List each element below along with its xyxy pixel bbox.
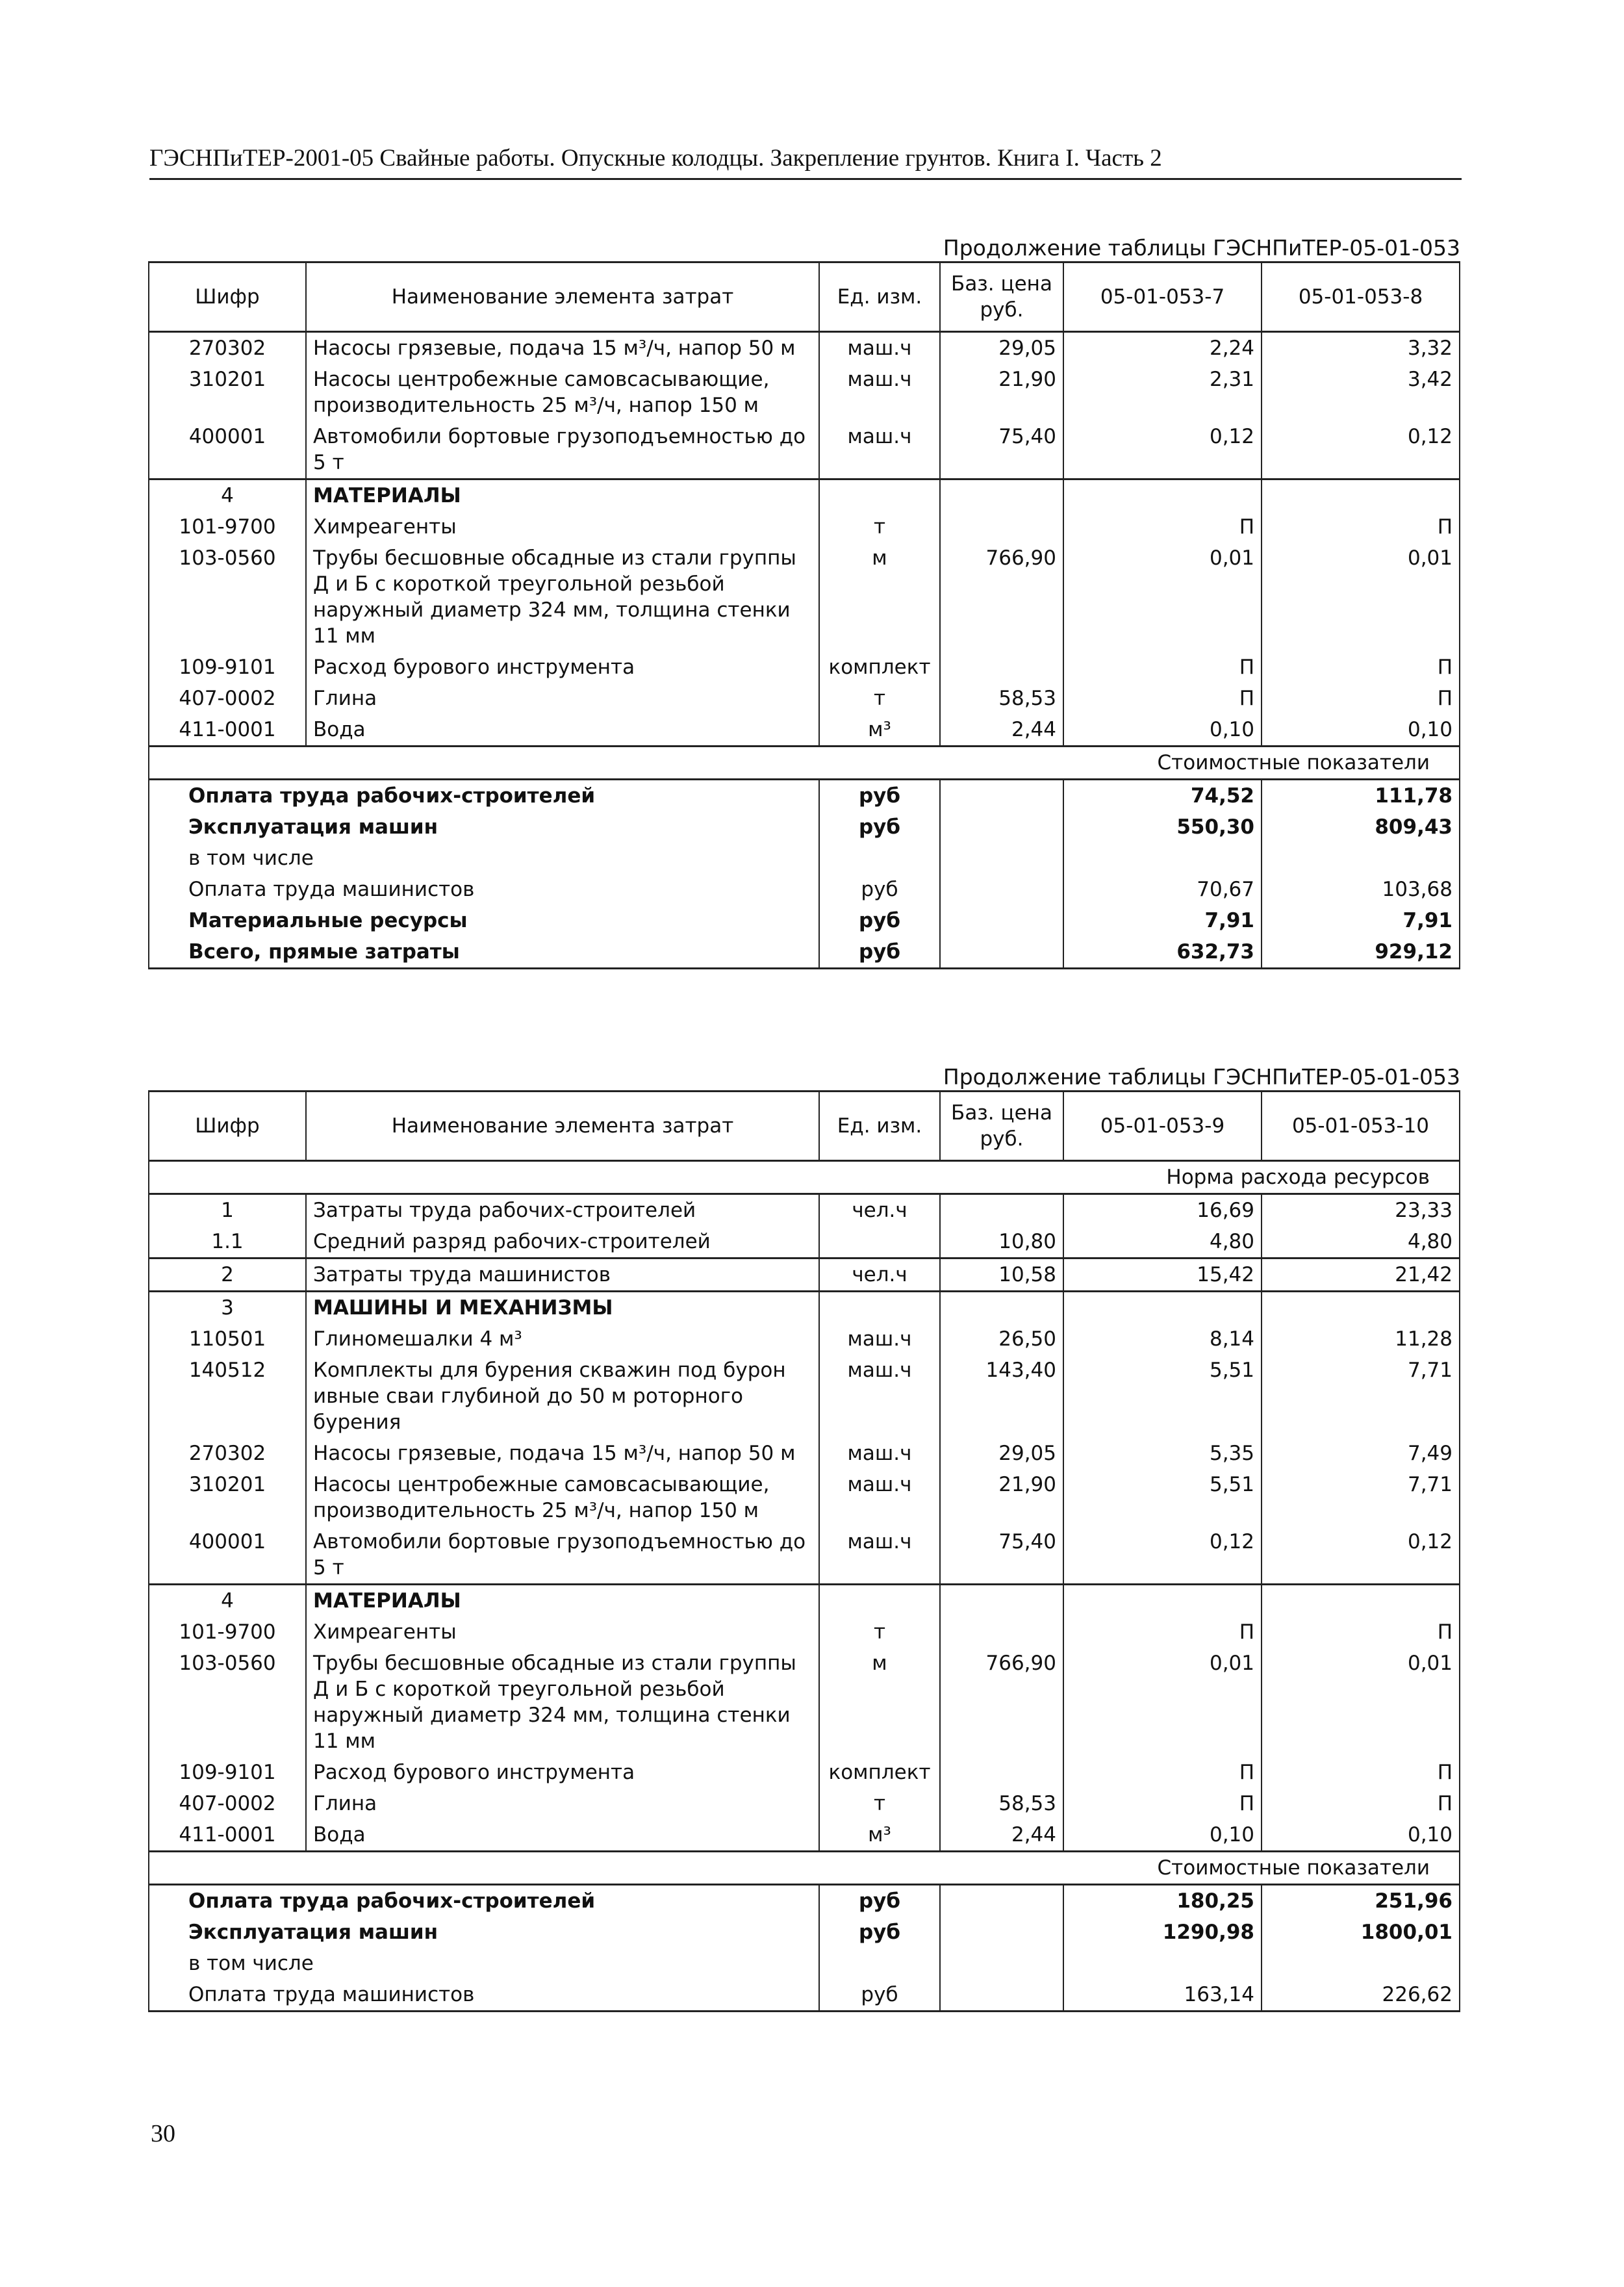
cost-blank xyxy=(940,936,1063,969)
row-price: 766,90 xyxy=(940,543,1063,652)
row-value-2: П xyxy=(1262,511,1460,543)
row-unit: м³ xyxy=(819,714,940,747)
row-name: Насосы грязевые, подача 15 м³/ч, напор 50 м xyxy=(306,1438,819,1469)
row-value-2: 0,10 xyxy=(1262,714,1460,747)
row-value-1: 15,42 xyxy=(1063,1258,1262,1292)
row-name: Вода xyxy=(306,714,819,747)
row-value-1: 2,31 xyxy=(1063,364,1262,421)
row-name: Средний разряд рабочих-строителей xyxy=(306,1226,819,1258)
cost-value-1: 632,73 xyxy=(1063,936,1262,969)
col-v2-header: 05-01-053-10 xyxy=(1262,1092,1460,1161)
row-code: 1.1 xyxy=(149,1226,306,1258)
row-price xyxy=(940,1194,1063,1227)
row-value-2: 0,01 xyxy=(1262,543,1460,652)
row-value-1: 0,10 xyxy=(1063,1819,1262,1852)
cost-band-label: Стоимостные показатели xyxy=(149,1852,1460,1885)
row-unit: маш.ч xyxy=(819,1438,940,1469)
cost-blank xyxy=(940,874,1063,905)
row-value-1: 2,24 xyxy=(1063,332,1262,364)
cost-row xyxy=(149,1917,1460,1948)
cost-value-2: 111,78 xyxy=(1262,780,1460,812)
page-number: 30 xyxy=(151,2120,175,2147)
col-unit-header: Ед. изм. xyxy=(819,262,940,332)
row-unit xyxy=(819,1292,940,1324)
row-unit: м xyxy=(819,1648,940,1757)
col-price-header: Баз. цена руб. xyxy=(940,262,1063,332)
row-unit xyxy=(819,1226,940,1258)
cost-name: в том числе xyxy=(149,843,819,874)
row-name: Автомобили бортовые грузоподъемностью до 5 т xyxy=(306,421,819,479)
row-value-1 xyxy=(1063,1292,1262,1324)
cost-unit: руб xyxy=(819,1885,940,1917)
row-value-1: 5,51 xyxy=(1063,1469,1262,1526)
row-value-2: П xyxy=(1262,1616,1460,1648)
row-code: 411-0001 xyxy=(149,714,306,747)
row-value-2: 11,28 xyxy=(1262,1323,1460,1355)
row-value-1: П xyxy=(1063,511,1262,543)
row-value-2 xyxy=(1262,1292,1460,1324)
row-name: Расход бурового инструмента xyxy=(306,652,819,683)
table-row xyxy=(149,1226,1460,1258)
cost-blank xyxy=(940,1917,1063,1948)
row-unit: маш.ч xyxy=(819,1469,940,1526)
row-value-2 xyxy=(1262,479,1460,512)
cost-blank xyxy=(940,1979,1063,2012)
cost-value-2: 226,62 xyxy=(1262,1979,1460,2012)
table1 xyxy=(148,261,1460,969)
cost-blank xyxy=(940,780,1063,812)
cost-band-label: Стоимостные показатели xyxy=(149,747,1460,780)
cost-row xyxy=(149,811,1460,843)
col-code-header: Шифр xyxy=(149,1092,306,1161)
row-value-2: 7,49 xyxy=(1262,1438,1460,1469)
table-row xyxy=(149,652,1460,683)
row-name: Автомобили бортовые грузоподъемностью до 5 т xyxy=(306,1526,819,1585)
col-v1-header: 05-01-053-9 xyxy=(1063,1092,1262,1161)
cost-name: Оплата труда рабочих-строителей xyxy=(149,1885,819,1917)
row-name: Глина xyxy=(306,683,819,714)
table-row xyxy=(149,479,1460,512)
cost-row xyxy=(149,780,1460,812)
row-price: 766,90 xyxy=(940,1648,1063,1757)
cost-value-2: 809,43 xyxy=(1262,811,1460,843)
table-row xyxy=(149,1469,1460,1526)
row-code: 407-0002 xyxy=(149,1788,306,1819)
cost-row xyxy=(149,874,1460,905)
cost-blank xyxy=(940,1885,1063,1917)
row-value-1: 5,35 xyxy=(1063,1438,1262,1469)
cost-unit: руб xyxy=(819,780,940,812)
row-unit: м xyxy=(819,543,940,652)
row-code: 2 xyxy=(149,1258,306,1292)
cost-unit xyxy=(819,843,940,874)
row-code: 3 xyxy=(149,1292,306,1324)
row-unit: маш.ч xyxy=(819,421,940,479)
row-value-2: 23,33 xyxy=(1262,1194,1460,1227)
col-v2-header: 05-01-053-8 xyxy=(1262,262,1460,332)
row-code: 110501 xyxy=(149,1323,306,1355)
row-price xyxy=(940,511,1063,543)
cost-unit: руб xyxy=(819,1979,940,2012)
row-value-1: 0,12 xyxy=(1063,1526,1262,1585)
row-code: 310201 xyxy=(149,364,306,421)
cost-unit: руб xyxy=(819,811,940,843)
row-name: Комплекты для бурения скважин под бурон ивные сваи глубиной до 50 м роторного бурения xyxy=(306,1355,819,1438)
cost-name: Эксплуатация машин xyxy=(149,1917,819,1948)
cost-row xyxy=(149,905,1460,936)
row-value-2: 21,42 xyxy=(1262,1258,1460,1292)
table-row xyxy=(149,1616,1460,1648)
cost-value-1: 7,91 xyxy=(1063,905,1262,936)
row-price: 10,58 xyxy=(940,1258,1063,1292)
row-value-1: П xyxy=(1063,1757,1262,1788)
row-value-2: 0,10 xyxy=(1262,1819,1460,1852)
row-name: Расход бурового инструмента xyxy=(306,1757,819,1788)
row-value-1 xyxy=(1063,479,1262,512)
row-code: 270302 xyxy=(149,1438,306,1469)
cost-blank xyxy=(940,1948,1063,1979)
row-price: 21,90 xyxy=(940,1469,1063,1526)
row-unit: комплект xyxy=(819,1757,940,1788)
row-code: 103-0560 xyxy=(149,1648,306,1757)
cost-value-1 xyxy=(1063,1948,1262,1979)
row-name: Насосы грязевые, подача 15 м³/ч, напор 50 м xyxy=(306,332,819,364)
row-unit: маш.ч xyxy=(819,1526,940,1585)
cost-value-2 xyxy=(1262,1948,1460,1979)
table2-caption: Продолжение таблицы ГЭСНПиТЕР-05-01-053 xyxy=(943,1064,1460,1090)
row-code: 101-9700 xyxy=(149,511,306,543)
row-unit: комплект xyxy=(819,652,940,683)
row-name: Трубы бесшовные обсадные из стали группы Д и Б с короткой треугольной резьбой наружный диаметр 324 мм, толщина стенки 11 мм xyxy=(306,543,819,652)
cost-unit: руб xyxy=(819,936,940,969)
cost-value-1: 180,25 xyxy=(1063,1885,1262,1917)
cost-value-2: 251,96 xyxy=(1262,1885,1460,1917)
cost-band xyxy=(149,747,1460,780)
cost-name: Материальные ресурсы xyxy=(149,905,819,936)
row-value-1: 0,10 xyxy=(1063,714,1262,747)
row-name: Затраты труда машинистов xyxy=(306,1258,819,1292)
table2 xyxy=(148,1090,1460,2012)
row-unit: маш.ч xyxy=(819,332,940,364)
table-row xyxy=(149,1258,1460,1292)
cost-blank xyxy=(940,905,1063,936)
row-price: 143,40 xyxy=(940,1355,1063,1438)
row-name: Глина xyxy=(306,1788,819,1819)
row-value-2: 7,71 xyxy=(1262,1355,1460,1438)
table-row xyxy=(149,1757,1460,1788)
row-price xyxy=(940,1292,1063,1324)
row-name: Затраты труда рабочих-строителей xyxy=(306,1194,819,1227)
row-value-1: 0,01 xyxy=(1063,1648,1262,1757)
cost-value-2 xyxy=(1262,843,1460,874)
row-price: 58,53 xyxy=(940,1788,1063,1819)
row-value-1: 16,69 xyxy=(1063,1194,1262,1227)
cost-blank xyxy=(940,843,1063,874)
row-unit: чел.ч xyxy=(819,1194,940,1227)
norm-band xyxy=(149,1161,1460,1194)
row-code: 101-9700 xyxy=(149,1616,306,1648)
row-price: 29,05 xyxy=(940,1438,1063,1469)
table-row xyxy=(149,1323,1460,1355)
row-unit: маш.ч xyxy=(819,1355,940,1438)
row-price xyxy=(940,1585,1063,1617)
cost-row xyxy=(149,1979,1460,2012)
row-unit xyxy=(819,1585,940,1617)
cost-value-2: 1800,01 xyxy=(1262,1917,1460,1948)
row-value-2: П xyxy=(1262,1788,1460,1819)
row-name: Вода xyxy=(306,1819,819,1852)
cost-value-2: 7,91 xyxy=(1262,905,1460,936)
row-unit: чел.ч xyxy=(819,1258,940,1292)
row-unit: маш.ч xyxy=(819,1323,940,1355)
table-row xyxy=(149,1526,1460,1585)
row-price xyxy=(940,652,1063,683)
cost-value-2: 929,12 xyxy=(1262,936,1460,969)
row-name: Химреагенты xyxy=(306,511,819,543)
row-code: 109-9101 xyxy=(149,1757,306,1788)
cost-name: Эксплуатация машин xyxy=(149,811,819,843)
row-value-1: 0,01 xyxy=(1063,543,1262,652)
cost-name: Оплата труда машинистов xyxy=(149,1979,819,2012)
cost-blank xyxy=(940,811,1063,843)
row-code: 407-0002 xyxy=(149,683,306,714)
table-row xyxy=(149,1438,1460,1469)
row-unit: т xyxy=(819,1788,940,1819)
row-code: 1 xyxy=(149,1194,306,1227)
row-code: 4 xyxy=(149,1585,306,1617)
row-value-2: 7,71 xyxy=(1262,1469,1460,1526)
table-row xyxy=(149,1819,1460,1852)
table-row xyxy=(149,1788,1460,1819)
row-price: 2,44 xyxy=(940,1819,1063,1852)
row-price xyxy=(940,479,1063,512)
cost-name: Всего, прямые затраты xyxy=(149,936,819,969)
row-name: Трубы бесшовные обсадные из стали группы Д и Б с короткой треугольной резьбой наружный диаметр 324 мм, толщина стенки 11 мм xyxy=(306,1648,819,1757)
row-price: 75,40 xyxy=(940,1526,1063,1585)
cost-band xyxy=(149,1852,1460,1885)
row-name: Глиномешалки 4 м³ xyxy=(306,1323,819,1355)
row-value-2: 4,80 xyxy=(1262,1226,1460,1258)
cost-row xyxy=(149,1948,1460,1979)
cost-name: Оплата труда рабочих-строителей xyxy=(149,780,819,812)
table-row xyxy=(149,1585,1460,1617)
table-row xyxy=(149,714,1460,747)
row-value-2: П xyxy=(1262,1757,1460,1788)
row-value-2: П xyxy=(1262,652,1460,683)
col-code-header: Шифр xyxy=(149,262,306,332)
row-unit: м³ xyxy=(819,1819,940,1852)
row-price: 75,40 xyxy=(940,421,1063,479)
header-rule xyxy=(149,178,1462,180)
row-price xyxy=(940,1757,1063,1788)
table-row xyxy=(149,421,1460,479)
row-name: Насосы центробежные самовсасывающие, производительность 25 м³/ч, напор 150 м xyxy=(306,364,819,421)
row-price: 58,53 xyxy=(940,683,1063,714)
row-value-1: 4,80 xyxy=(1063,1226,1262,1258)
row-unit: маш.ч xyxy=(819,364,940,421)
table-row xyxy=(149,543,1460,652)
row-value-1: 8,14 xyxy=(1063,1323,1262,1355)
row-value-2: 3,42 xyxy=(1262,364,1460,421)
table-row xyxy=(149,511,1460,543)
row-code: 4 xyxy=(149,479,306,512)
row-code: 140512 xyxy=(149,1355,306,1438)
row-code: 109-9101 xyxy=(149,652,306,683)
row-value-2: 0,12 xyxy=(1262,421,1460,479)
cost-row xyxy=(149,1885,1460,1917)
row-price: 29,05 xyxy=(940,332,1063,364)
cost-unit xyxy=(819,1948,940,1979)
row-value-1: 5,51 xyxy=(1063,1355,1262,1438)
row-name: МАТЕРИАЛЫ xyxy=(306,1585,819,1617)
row-value-2: П xyxy=(1262,683,1460,714)
table-row xyxy=(149,1355,1460,1438)
row-name: МАТЕРИАЛЫ xyxy=(306,479,819,512)
cost-value-1: 1290,98 xyxy=(1063,1917,1262,1948)
row-code: 270302 xyxy=(149,332,306,364)
row-price xyxy=(940,1616,1063,1648)
table-row xyxy=(149,1292,1460,1324)
col-unit-header: Ед. изм. xyxy=(819,1092,940,1161)
cost-unit: руб xyxy=(819,874,940,905)
table-row xyxy=(149,364,1460,421)
row-unit xyxy=(819,479,940,512)
row-unit: т xyxy=(819,683,940,714)
row-price: 2,44 xyxy=(940,714,1063,747)
cost-value-1: 74,52 xyxy=(1063,780,1262,812)
row-price: 26,50 xyxy=(940,1323,1063,1355)
table1-caption: Продолжение таблицы ГЭСНПиТЕР-05-01-053 xyxy=(943,235,1460,261)
cost-unit: руб xyxy=(819,1917,940,1948)
cost-value-1: 163,14 xyxy=(1063,1979,1262,2012)
row-value-1 xyxy=(1063,1585,1262,1617)
row-code: 310201 xyxy=(149,1469,306,1526)
cost-row xyxy=(149,936,1460,969)
table-row xyxy=(149,332,1460,364)
row-value-2 xyxy=(1262,1585,1460,1617)
row-name: МАШИНЫ И МЕХАНИЗМЫ xyxy=(306,1292,819,1324)
row-value-1: П xyxy=(1063,1616,1262,1648)
cost-value-2: 103,68 xyxy=(1262,874,1460,905)
row-code: 411-0001 xyxy=(149,1819,306,1852)
cost-value-1: 550,30 xyxy=(1063,811,1262,843)
col-v1-header: 05-01-053-7 xyxy=(1063,262,1262,332)
row-value-1: 0,12 xyxy=(1063,421,1262,479)
row-value-2: 0,01 xyxy=(1262,1648,1460,1757)
row-unit: т xyxy=(819,511,940,543)
row-value-1: П xyxy=(1063,652,1262,683)
row-code: 103-0560 xyxy=(149,543,306,652)
cost-name: в том числе xyxy=(149,1948,819,1979)
row-name: Насосы центробежные самовсасывающие, производительность 25 м³/ч, напор 150 м xyxy=(306,1469,819,1526)
table-row xyxy=(149,1194,1460,1227)
norm-band-label: Норма расхода ресурсов xyxy=(149,1161,1460,1194)
row-unit: т xyxy=(819,1616,940,1648)
row-value-2: 3,32 xyxy=(1262,332,1460,364)
cost-value-1 xyxy=(1063,843,1262,874)
row-value-2: 0,12 xyxy=(1262,1526,1460,1585)
row-price: 21,90 xyxy=(940,364,1063,421)
row-code: 400001 xyxy=(149,421,306,479)
col-name-header: Наименование элемента затрат xyxy=(306,1092,819,1161)
cost-unit: руб xyxy=(819,905,940,936)
table-row xyxy=(149,1648,1460,1757)
cost-row xyxy=(149,843,1460,874)
cost-value-1: 70,67 xyxy=(1063,874,1262,905)
running-header: ГЭСНПиТЕР-2001-05 Свайные работы. Опускные колодцы. Закрепление грунтов. Книга I. Часть 2 xyxy=(149,145,1162,172)
row-name: Химреагенты xyxy=(306,1616,819,1648)
row-price: 10,80 xyxy=(940,1226,1063,1258)
row-value-1: П xyxy=(1063,683,1262,714)
cost-name: Оплата труда машинистов xyxy=(149,874,819,905)
col-name-header: Наименование элемента затрат xyxy=(306,262,819,332)
table-row xyxy=(149,683,1460,714)
row-code: 400001 xyxy=(149,1526,306,1585)
col-price-header: Баз. цена руб. xyxy=(940,1092,1063,1161)
row-value-1: П xyxy=(1063,1788,1262,1819)
